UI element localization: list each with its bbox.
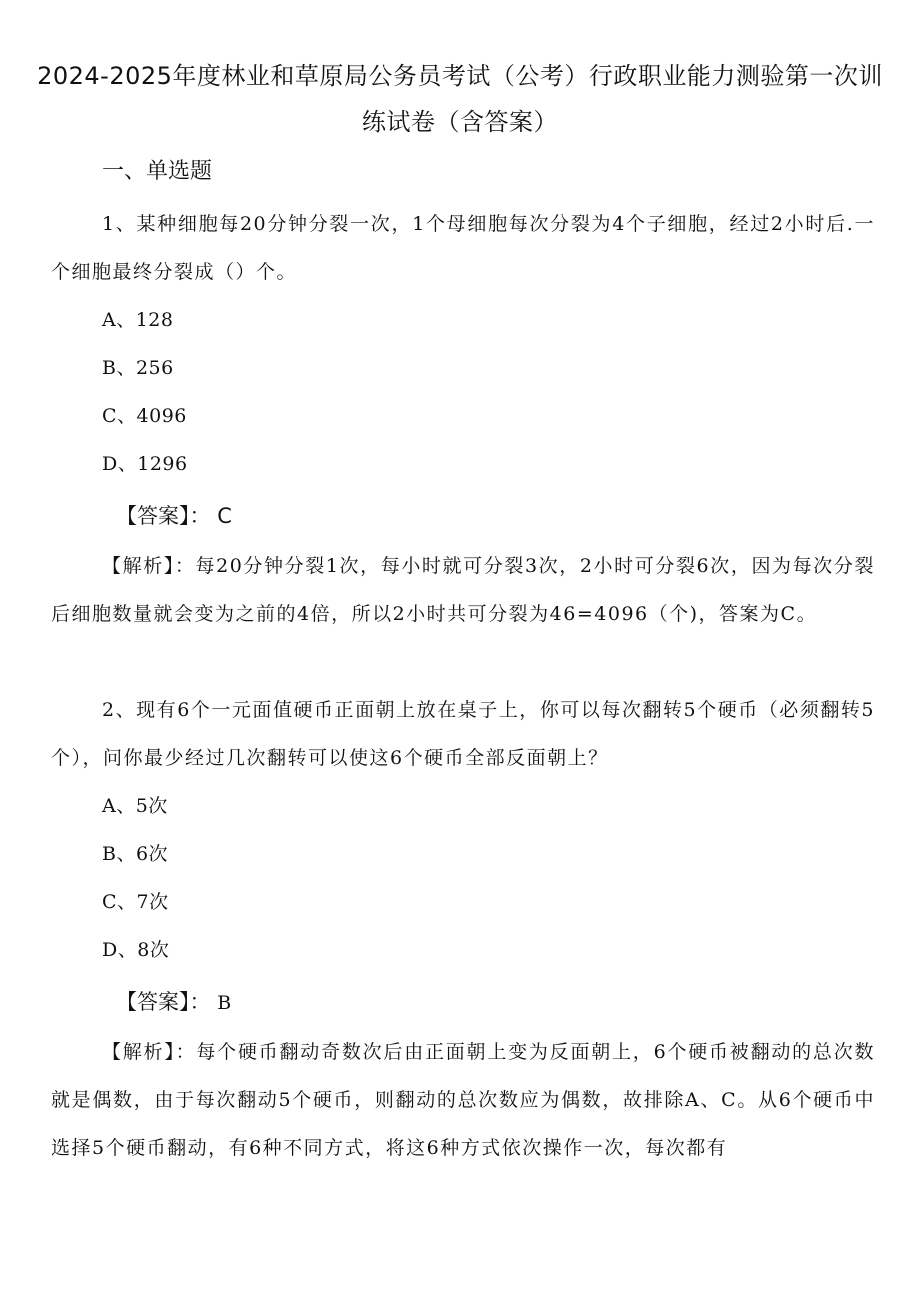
question-1-analysis	[51, 542, 875, 638]
document-title-line-2: 练试卷（含答案）	[362, 108, 558, 136]
question-2-analysis-text: ：每个硬币翻动奇数次后由正面朝上变为反面朝上，6个硬币被翻动的总次数就是偶数，由于每次翻动5个硬币，则翻动的总次数应为偶数，故排除A、C。从6个硬币中选择5个硬币翻动，有6种不同方式，将这6种方式依次操作一次，每次都有	[51, 1041, 875, 1159]
question-1-stem: 1、某种细胞每20分钟分裂一次，1个母细胞每次分裂为4个子细胞，经过2小时后.一个细胞最终分裂成（）个。	[51, 213, 875, 283]
question-1-answer-value: C	[217, 504, 232, 528]
question-1-option-a: A、128	[102, 309, 174, 331]
question-2-answer-value: B	[217, 992, 232, 1014]
question-1-answer-label: 【答案】：	[116, 504, 211, 528]
question-1-analysis-label: 【解析】	[102, 555, 175, 577]
question-2-option-d: D、8次	[102, 939, 170, 961]
question-2-option-a: A、5次	[102, 795, 168, 817]
question-2-answer	[116, 986, 231, 1019]
question-2-answer-label: 【答案】：	[116, 990, 211, 1014]
question-1-option-c: C、4096	[102, 405, 187, 427]
question-2-option-b: B、6次	[102, 843, 169, 865]
question-2-option-c: C、7次	[102, 891, 169, 913]
question-1-answer	[116, 500, 232, 532]
question-1-analysis-text: ：每20分钟分裂1次，每小时就可分裂3次，2小时可分裂6次，因为每次分裂后细胞数量就会变为之前的4倍，所以2小时共可分裂为46=4096（个)，答案为C。	[51, 555, 875, 625]
question-1-option-d: D、1296	[102, 453, 188, 475]
question-2-stem: 2、现有6个一元面值硬币正面朝上放在桌子上，你可以每次翻转5个硬币（必须翻转5个），问你最少经过几次翻转可以使这6个硬币全部反面朝上？	[51, 699, 875, 769]
question-2-analysis-label: 【解析】	[102, 1041, 176, 1063]
question-1-option-b: B、256	[102, 357, 174, 379]
question-2-analysis	[51, 1028, 875, 1172]
document-title-line-1: 2024-2025年度林业和草原局公务员考试（公考）行政职业能力测验第一次训	[37, 62, 883, 90]
section-heading: 一、单选题	[102, 159, 213, 184]
